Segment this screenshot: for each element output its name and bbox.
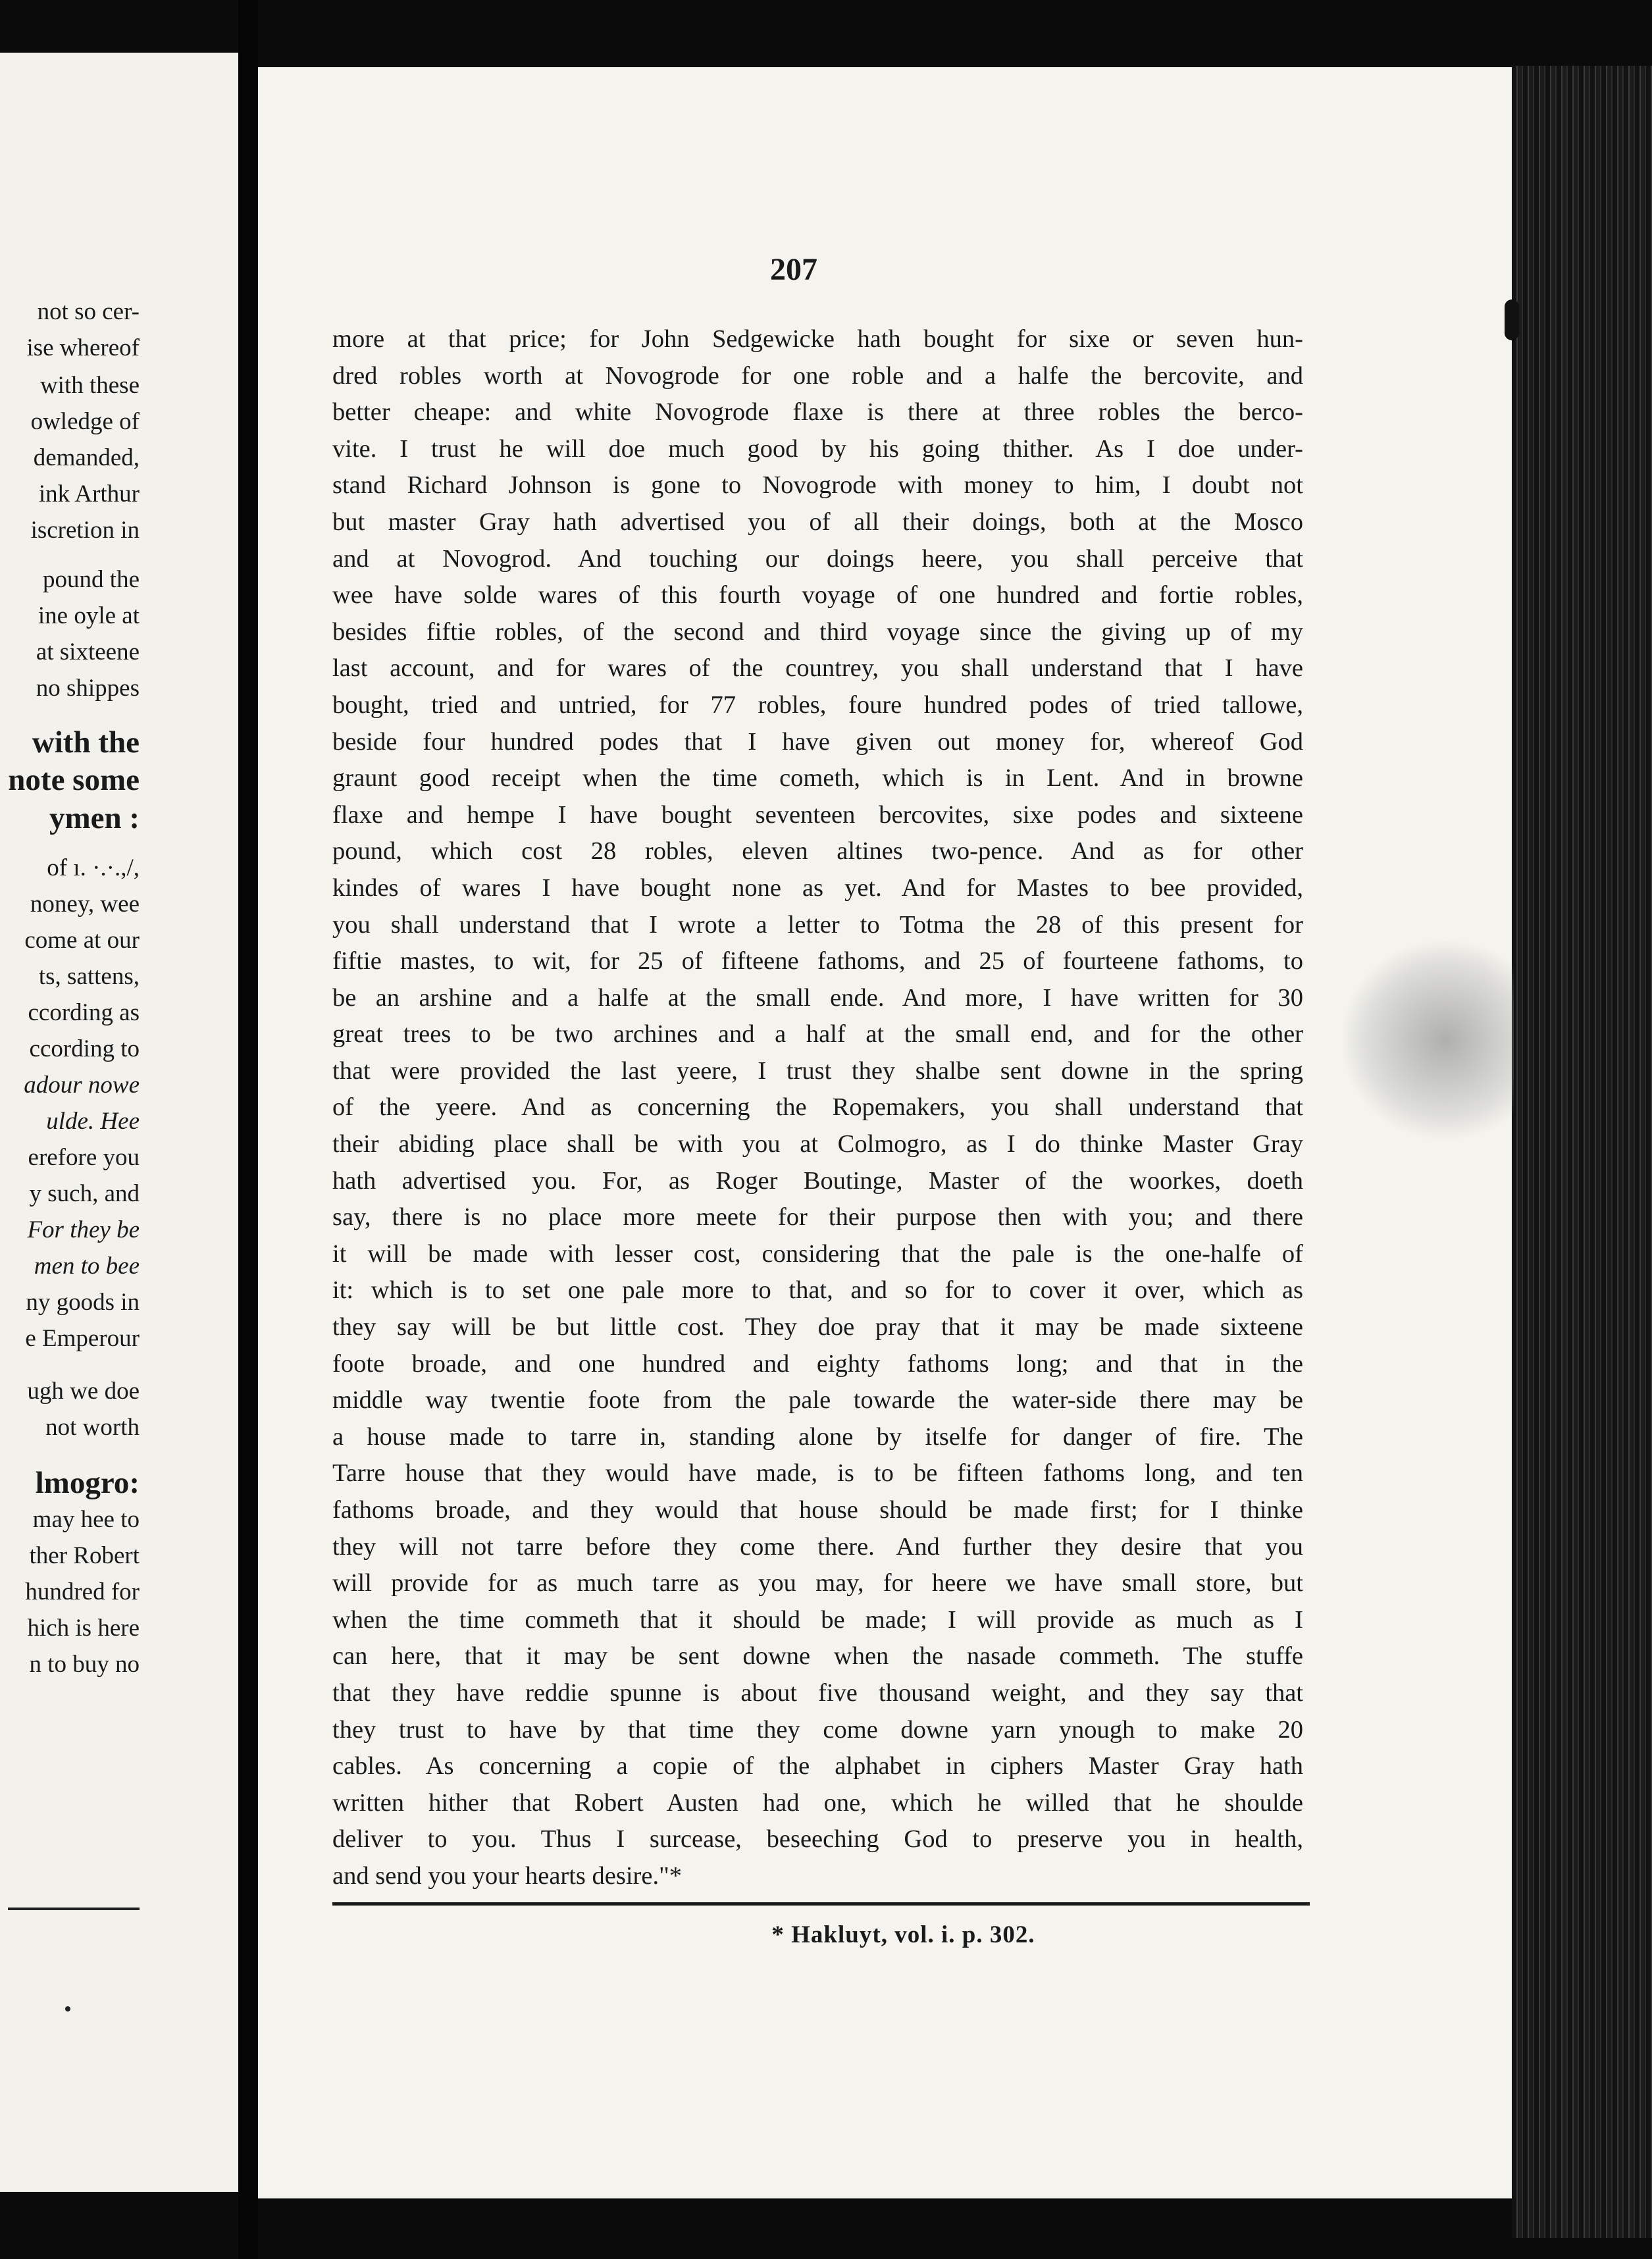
left-page-text: ts, sattens, — [38, 963, 140, 990]
left-page-text: adour nowe — [24, 1072, 140, 1099]
text-line: bought, tried and untried, for 77 robles, foure hundred podes of tried tallowe, — [332, 690, 1303, 719]
text-line: but master Gray hath advertised you of all their doings, both at the Mosco — [332, 507, 1303, 536]
text-line: foote broade, and one hundred and eighty fathoms long; and that in the — [332, 1349, 1303, 1378]
footnote: * Hakluyt, vol. i. p. 302. — [771, 1921, 1035, 1948]
left-page-text: e Emperour — [25, 1325, 140, 1352]
text-line: and at Novogrod. And touching our doings heere, you shall perceive that — [332, 544, 1303, 573]
left-page-text: ulde. Hee — [46, 1108, 140, 1135]
text-line: can here, that it may be sent downe when the nasade commeth. The stuffe — [332, 1642, 1303, 1671]
left-page-text: with these — [39, 372, 140, 399]
left-page-text: not so cer- — [37, 298, 140, 325]
left-page-text: come at our — [24, 927, 140, 954]
left-page-text: note some — [8, 763, 140, 797]
left-page-text: erefore you — [28, 1144, 140, 1171]
text-line: stand Richard Johnson is gone to Novogrode with money to him, I doubt not — [332, 471, 1303, 500]
left-page-text: ink Arthur — [38, 480, 140, 507]
left-page-text: hich is here — [27, 1615, 140, 1642]
text-line: you shall understand that I wrote a letter to Totma the 28 of this present for — [332, 910, 1303, 939]
left-page-text: no shippes — [36, 675, 140, 702]
text-line: that were provided the last yeere, I trust they shalbe sent downe in the spring — [332, 1056, 1303, 1085]
left-page-text: not worth — [45, 1414, 140, 1441]
text-line: better cheape: and white Novogrode flaxe is there at three robles the berco- — [332, 398, 1303, 427]
text-line: wee have solde wares of this fourth voyage of one hundred and fortie robles, — [332, 581, 1303, 610]
left-page-text: ther Robert — [29, 1542, 140, 1569]
text-line: it: which is to set one pale more to that, and so for to cover it over, which as — [332, 1276, 1303, 1305]
left-page-text: owledge of — [30, 408, 140, 435]
text-line: fiftie mastes, to wit, for 25 of fifteene fathoms, and 25 of fourteene fathoms, to — [332, 947, 1303, 975]
left-page-text: hundred for — [25, 1578, 140, 1605]
page-stain — [1343, 941, 1514, 1139]
text-line: flaxe and hempe I have bought seventeen bercovites, sixe podes and sixteene — [332, 800, 1303, 829]
text-line: Tarre house that they would have made, is to be fifteen fathoms long, and ten — [332, 1459, 1303, 1488]
left-page-text: demanded, — [33, 444, 140, 471]
page-number: 207 — [770, 252, 817, 287]
text-line: graunt good receipt when the time cometh, which is in Lent. And in browne — [332, 764, 1303, 792]
text-line: more at that price; for John Sedgewicke hath bought for sixe or seven hun- — [332, 325, 1303, 353]
text-line: will provide for as much tarre as you may, for heere we have small store, but — [332, 1569, 1303, 1597]
text-line: and send you your hearts desire."* — [332, 1861, 683, 1890]
text-line: middle way twentie foote from the pale towarde the water-side there may be — [332, 1386, 1303, 1415]
left-page-text: pound the — [43, 566, 140, 593]
left-page-text: of ı. ·.·.,/, — [47, 854, 140, 881]
left-page-text: ccording to — [29, 1035, 140, 1062]
text-line: it will be made with lesser cost, considering that the pale is the one-halfe of — [332, 1239, 1303, 1268]
left-page-text: iscretion in — [30, 517, 140, 544]
text-line: they trust to have by that time they come downe yarn ynough to make 20 — [332, 1715, 1303, 1744]
text-line: when the time commeth that it should be made; I will provide as much as I — [332, 1605, 1303, 1634]
text-line: their abiding place shall be with you at Colmogro, as I do thinke Master Gray — [332, 1130, 1303, 1158]
left-page — [0, 53, 238, 2192]
text-line: hath advertised you. For, as Roger Boutinge, Master of the woorkes, doeth — [332, 1166, 1303, 1195]
left-page-text: may hee to — [32, 1506, 140, 1533]
text-line: say, there is no place more meete for their purpose then with you; and there — [332, 1203, 1303, 1232]
text-line: of the yeere. And as concerning the Ropemakers, you shall understand that — [332, 1093, 1303, 1122]
left-footnote-rule — [8, 1908, 140, 1910]
text-line: cables. As concerning a copie of the alphabet in ciphers Master Gray hath — [332, 1752, 1303, 1780]
ink-dot — [65, 2006, 70, 2012]
text-line: dred robles worth at Novogrode for one roble and a halfe the bercovite, and — [332, 361, 1303, 390]
left-page-text: ymen : — [49, 801, 140, 835]
left-page-text: ise whereof — [26, 334, 140, 361]
left-page-text: n to buy no — [29, 1651, 140, 1678]
left-page-text: ny goods in — [26, 1289, 140, 1316]
left-page-text: lmogro: — [35, 1466, 140, 1500]
left-page-text: with the — [32, 725, 140, 760]
text-line: a house made to tarre in, standing alone by itselfe for danger of fire. The — [332, 1422, 1303, 1451]
page-edges — [1512, 66, 1652, 2238]
left-page-text: ccording as — [28, 999, 140, 1026]
text-line: kindes of wares I have bought none as yet. And for Mastes to bee provided, — [332, 873, 1303, 902]
left-page-text: For they be — [27, 1216, 140, 1243]
text-line: they will not tarre before they come there. And further they desire that you — [332, 1532, 1303, 1561]
text-line: last account, and for wares of the countrey, you shall understand that I have — [332, 654, 1303, 683]
left-page-text: men to bee — [34, 1253, 140, 1280]
text-line: pound, which cost 28 robles, eleven altines two-pence. And as for other — [332, 837, 1303, 866]
text-line: written hither that Robert Austen had one, which he willed that he shoulde — [332, 1788, 1303, 1817]
text-line: they say will be but little cost. They doe pray that it may be made sixteene — [332, 1313, 1303, 1341]
text-line: that they have reddie spunne is about five thousand weight, and they say that — [332, 1678, 1303, 1707]
text-line: deliver to you. Thus I surcease, beseeching God to preserve you in health, — [332, 1825, 1303, 1854]
text-line: besides fiftie robles, of the second and third voyage since the giving up of my — [332, 617, 1303, 646]
text-line: vite. I trust he will doe much good by his going thither. As I doe under- — [332, 434, 1303, 463]
left-page-text: y such, and — [29, 1180, 140, 1207]
left-page-text: ine oyle at — [38, 602, 140, 629]
text-line: great trees to be two archines and a half at the small end, and for the other — [332, 1020, 1303, 1049]
ink-blot — [1505, 299, 1519, 340]
text-line: beside four hundred podes that I have given out money for, whereof God — [332, 727, 1303, 756]
text-line: be an arshine and a halfe at the small ende. And more, I have written for 30 — [332, 983, 1303, 1012]
left-page-text: noney, wee — [30, 891, 140, 918]
text-line: fathoms broade, and they would that house should be made first; for I thinke — [332, 1496, 1303, 1524]
footnote-rule — [332, 1902, 1310, 1906]
left-page-text: at sixteene — [36, 638, 140, 665]
left-page-text: ugh we doe — [27, 1378, 140, 1405]
body-text — [332, 321, 1303, 1895]
